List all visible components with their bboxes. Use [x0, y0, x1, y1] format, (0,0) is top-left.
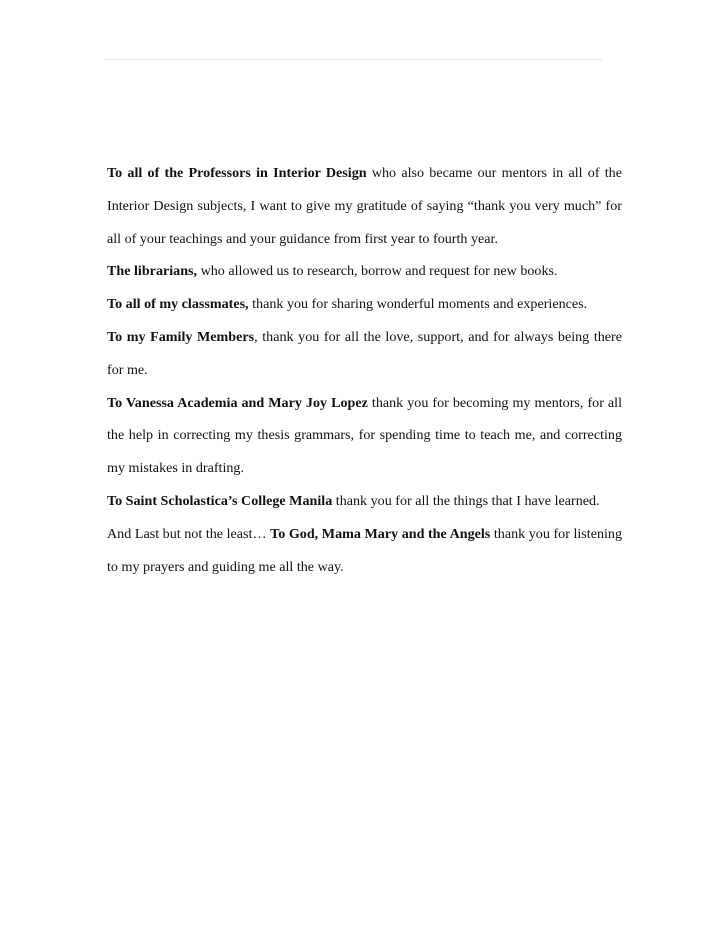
paragraph-college	[107, 485, 622, 518]
paragraph-lead: To all of the Professors in Interior Design	[107, 165, 367, 181]
paragraph-lead: To Saint Scholastica’s College Manila	[107, 492, 333, 509]
paragraph-family	[107, 321, 622, 387]
paragraph-text: , thank you for all the love, support, and for always being there for me.	[107, 328, 622, 378]
paragraph-text: thank you for all the things that I have learned.	[332, 492, 600, 509]
paragraph-god	[107, 518, 622, 584]
paragraph-pre: And Last but not the least…	[107, 525, 271, 542]
header-rule	[104, 59, 602, 60]
paragraph-text: who also became our mentors in all of the Interior Design subjects, I want to give my gratitude of saying “thank you very much” for all of your teachings and your guidance from first year to fourth year.	[107, 165, 622, 247]
paragraph-classmates	[107, 288, 622, 321]
paragraph-text: thank you for becoming my mentors, for all the help in correcting my thesis grammars, for spending time to teach me, and correcting my mistakes in drafting.	[107, 394, 622, 477]
paragraph-lead: To Vanessa Academia and Mary Joy Lopez	[107, 394, 368, 411]
paragraph-mentors	[107, 387, 622, 485]
paragraph-librarians	[107, 255, 622, 288]
acknowledgment-body	[107, 157, 622, 583]
paragraph-lead: To God, Mama Mary and the Angels	[270, 525, 491, 542]
paragraph-lead: To all of my classmates,	[107, 296, 249, 313]
paragraph-text: thank you for listening to my prayers and guiding me all the way.	[107, 525, 622, 575]
paragraph-lead: The librarians,	[107, 263, 198, 280]
paragraph-professors	[107, 157, 622, 255]
paragraph-text: who allowed us to research, borrow and request for new books.	[197, 263, 558, 280]
paragraph-text: thank you for sharing wonderful moments and experiences.	[248, 296, 588, 313]
paragraph-lead: To my Family Members	[107, 328, 255, 345]
